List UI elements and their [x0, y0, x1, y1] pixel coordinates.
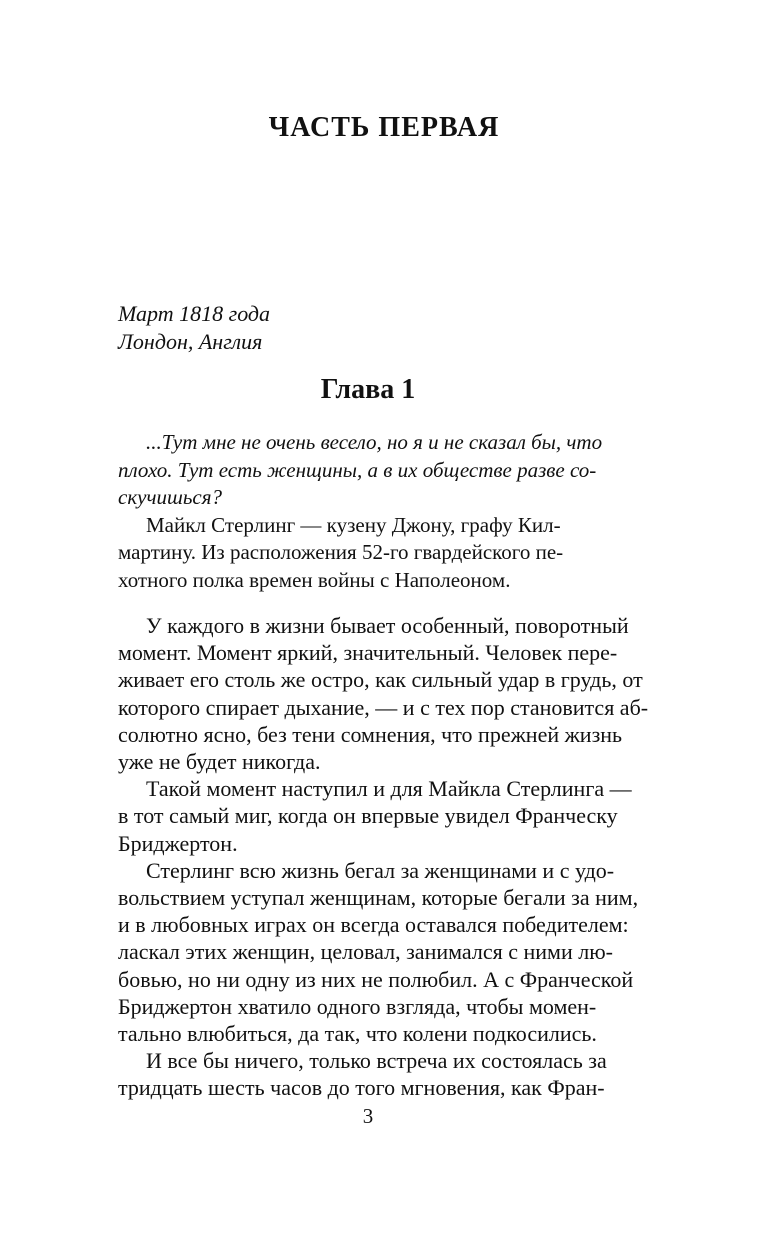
- body-line: момент. Момент яркий, значительный. Человек пере-: [118, 640, 618, 666]
- body-line: Бриджертон хватило одного взгляда, чтобы момен-: [118, 993, 597, 1019]
- epigraph-quote-line: плохо. Тут есть женщины, а в их обществе разве со-: [118, 457, 597, 482]
- chapter-body: [118, 612, 649, 1102]
- body-line: Такой момент наступил и для Майкла Стерлинга —: [146, 776, 632, 802]
- epigraph-attribution-line: мартину. Из расположения 52-го гвардейского пе-: [118, 540, 564, 564]
- part-title: ЧАСТЬ ПЕРВАЯ: [268, 112, 500, 143]
- dateline-date: Март 1818 года: [118, 301, 271, 326]
- body-line: У каждого в жизни бывает особенный, поворотный: [146, 613, 629, 638]
- epigraph-attribution-line: хотного полка времен войны с Наполеоном.: [118, 567, 511, 592]
- body-line: И все бы ничего, только встреча их состоялась за: [146, 1048, 607, 1074]
- page-number: 3: [362, 1104, 374, 1128]
- body-line: Бриджертон.: [118, 830, 238, 856]
- epigraph-attribution-line: Майкл Стерлинг — кузену Джону, графу Кил-: [146, 512, 561, 537]
- body-line: Стерлинг всю жизнь бегал за женщинами и с удо-: [146, 857, 615, 883]
- chapter-title: Глава 1: [320, 374, 416, 405]
- body-line: вольствием уступал женщинам, которые бегали за ним,: [118, 885, 639, 911]
- body-line: тально влюбиться, да так, что колени подкосились.: [118, 1021, 597, 1047]
- body-line: солютно ясно, без тени сомнения, что прежней жизнь: [118, 721, 623, 747]
- body-line: тридцать шесть часов до того мгновения, как Фран-: [118, 1075, 605, 1101]
- body-line: в тот самый миг, когда он впервые увидел Франческу: [118, 803, 618, 829]
- body-line: которого спирает дыхание, — и с тех пор становится аб-: [118, 694, 649, 720]
- body-line: ласкал этих женщин, целовал, занимался с ними лю-: [118, 939, 613, 965]
- body-line: бовью, но ни одну из них не полюбил. А с Франческой: [118, 966, 634, 992]
- epigraph: [118, 429, 618, 594]
- body-line: уже не будет никогда.: [118, 749, 321, 775]
- body-line: живает его столь же остро, как сильный удар в грудь, от: [118, 667, 643, 693]
- epigraph-quote-line: скучишься?: [118, 485, 222, 509]
- epigraph-quote-line: ...Тут мне не очень весело, но я и не сказал бы, что: [146, 430, 603, 454]
- dateline: [118, 300, 270, 356]
- dateline-place: Лондон, Англия: [118, 329, 263, 354]
- body-line: и в любовных играх он всегда оставался победителем:: [118, 912, 629, 938]
